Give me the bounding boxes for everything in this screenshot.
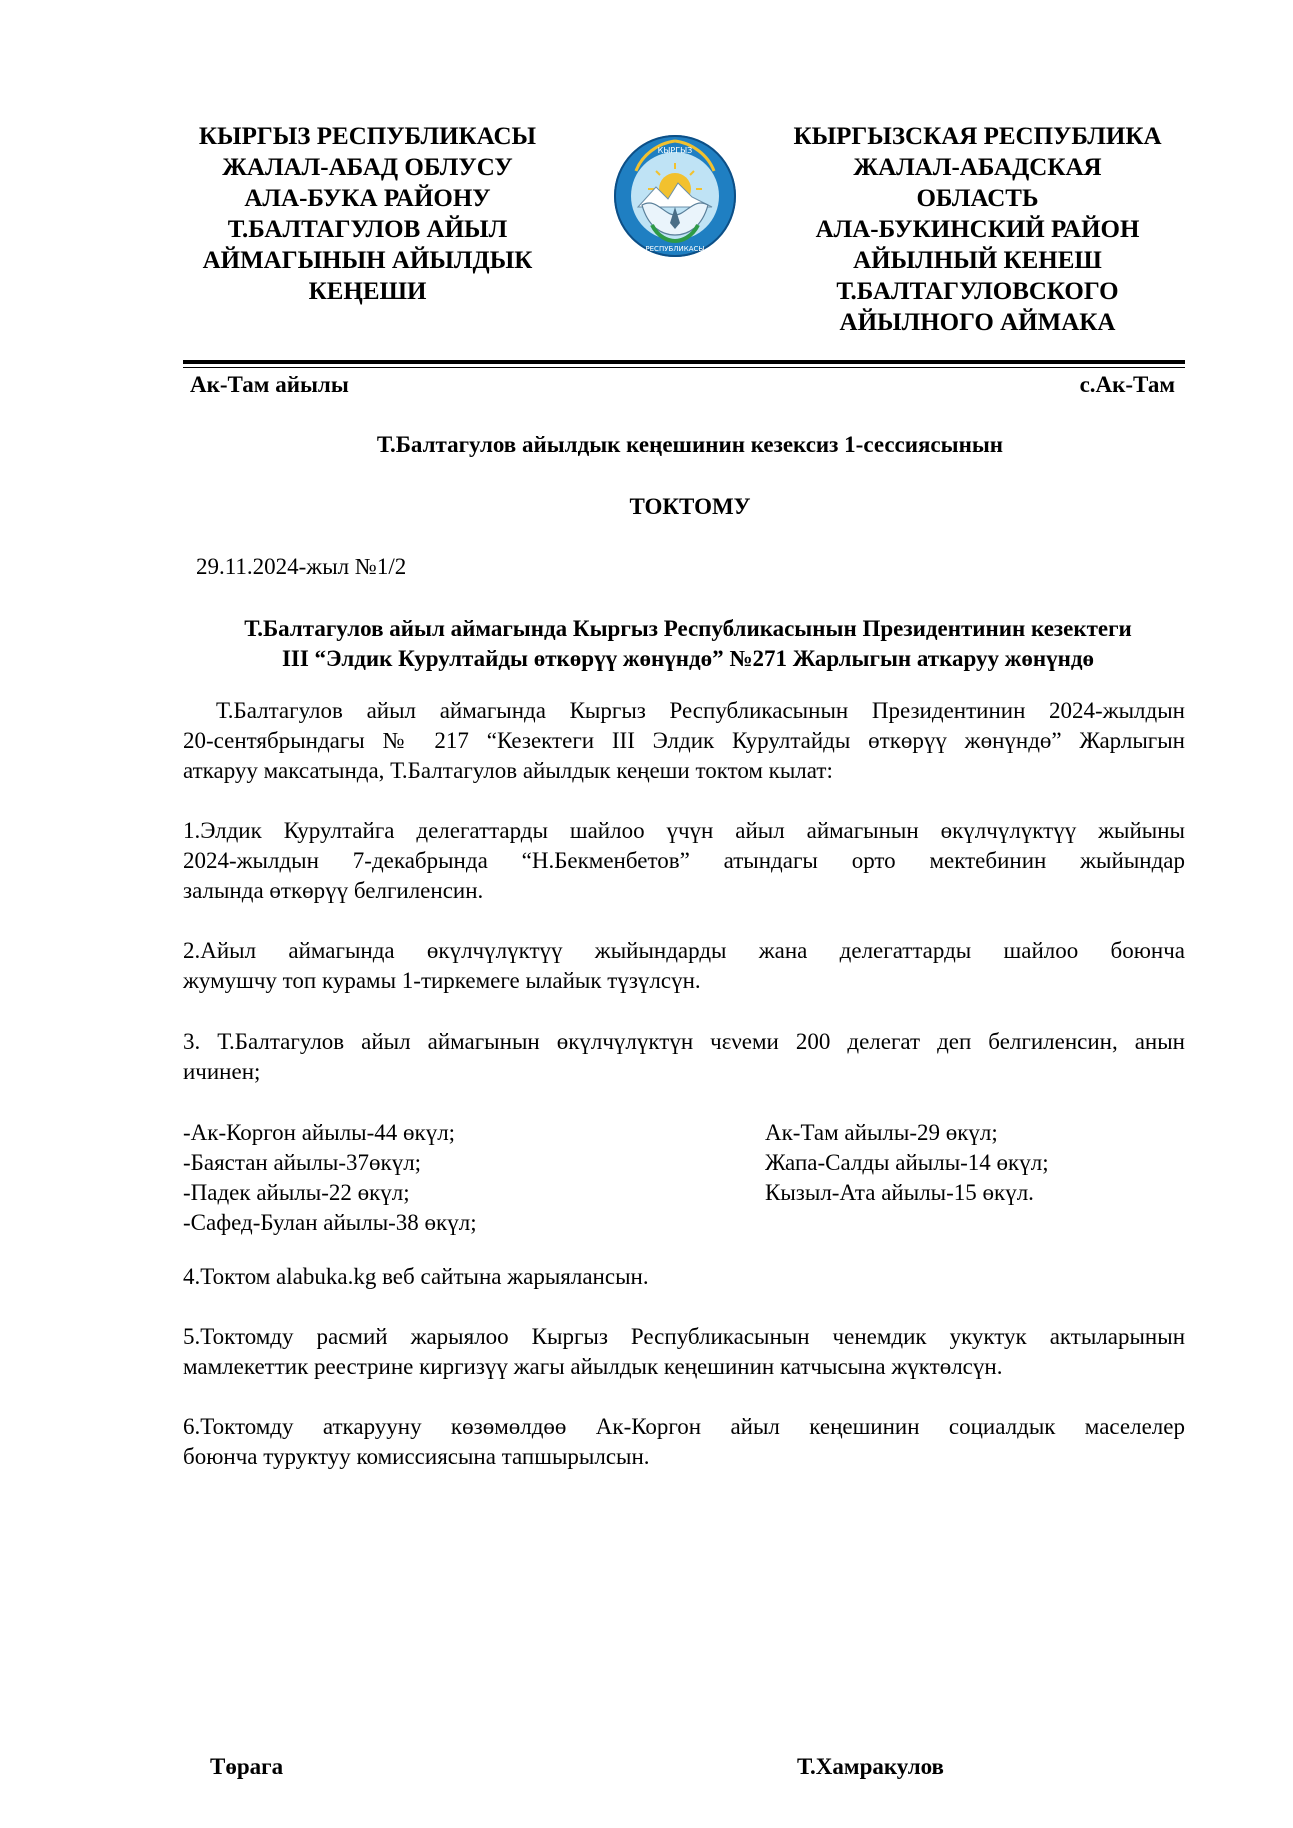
header-divider-thick xyxy=(183,360,1185,364)
item-3-paragraph xyxy=(183,1027,1185,1087)
item-5-line: мамлекеттик реестрине киргизүү жагы айылдык кеңешинин катчысына жүктөлсүн. xyxy=(183,1354,1003,1379)
resolution-title: ТОКТОМУ xyxy=(629,494,751,519)
header-left-line: КЕҢЕШИ xyxy=(308,278,427,305)
svg-text:КЫРГЫЗ: КЫРГЫЗ xyxy=(657,146,693,155)
preamble-paragraph xyxy=(183,696,1185,786)
header-left-line: ЖАЛАЛ-АБАД ОБЛУСУ xyxy=(222,154,513,181)
village-quota-list-right xyxy=(765,1118,1049,1208)
header-right-line: ЖАЛАЛ-АБАДСКАЯ xyxy=(853,154,1102,181)
item-6-line: 6.Токтомду аткарууну көзөмөлдөө Ак-Коргон айыл кеңешинин социалдык маселелер xyxy=(183,1414,1185,1439)
item-5-paragraph xyxy=(183,1322,1185,1382)
item-5-line: 5.Токтомду расмий жарыялоо Кыргыз Республикасынын ченемдик укуктук актыларынын xyxy=(183,1324,1185,1349)
header-right-line: КЫРГЫЗСКАЯ РЕСПУБЛИКА xyxy=(793,123,1162,150)
signature-title: Төрага xyxy=(210,1754,284,1779)
item-6-line: боюнча туруктуу комиссиясына тапшырылсын. xyxy=(183,1444,650,1469)
item-1-paragraph xyxy=(183,816,1185,906)
header-left-line: КЫРГЫЗ РЕСПУБЛИКАСЫ xyxy=(198,123,537,150)
village-quota-item: Ак-Там айылы-29 өкүл; xyxy=(765,1120,998,1145)
item-4-paragraph xyxy=(183,1262,1185,1292)
village-quota-item: -Баястан айылы-37өкүл; xyxy=(183,1150,422,1175)
item-1-line: 1.Элдик Курултайга делегаттарды шайлоо үчүн айыл аймагынын өкүлчүлүктүү жыйыны xyxy=(183,818,1185,843)
signature-name: Т.Хамракулов xyxy=(797,1754,944,1779)
village-quota-item: -Сафед-Булан айылы-38 өкүл; xyxy=(183,1210,477,1235)
svg-text:РЕСПУБЛИКАСЫ: РЕСПУБЛИКАСЫ xyxy=(645,245,705,253)
village-quota-list-left xyxy=(183,1118,477,1238)
preamble-line: 20-сентябрындагы № 217 “Кезектеги III Элдик Курултайды өткөрүү жөнүндө” Жарлыгын xyxy=(183,728,1185,753)
village-quota-item: -Ак-Коргон айылы-44 өкүл; xyxy=(183,1120,456,1145)
header-kyrgyz-block xyxy=(165,121,570,307)
item-2-line: 2.Айыл аймагында өкүлчүлүктүү жыйындарды жана делегаттарды шайлоо боюнча xyxy=(183,938,1185,963)
date-number: 29.11.2024-жыл №1/2 xyxy=(196,554,407,579)
village-quota-item: Жапа-Салды айылы-14 өкүл; xyxy=(765,1150,1049,1175)
item-2-line: жумушчу топ курамы 1-тиркемеге ылайык түзүлсүн. xyxy=(183,968,701,993)
item-1-line: залында өткөрүү белгиленсин. xyxy=(183,878,484,903)
header-left-line: Т.БАЛТАГУЛОВ АЙЫЛ xyxy=(227,216,508,243)
state-emblem-icon xyxy=(612,131,738,261)
header-left-line: АЛА-БУКА РАЙОНУ xyxy=(244,185,491,212)
preamble-line: Т.Балтагулов айыл аймагында Кыргыз Республикасынын Президентинин 2024-жылдын xyxy=(216,698,1185,723)
item-2-paragraph xyxy=(183,936,1185,996)
subject-line: Т.Балтагулов айыл аймагында Кыргыз Республикасынын Президентинин кезектеги xyxy=(244,616,1132,641)
header-right-line: Т.БАЛТАГУЛОВСКОГО xyxy=(836,278,1119,305)
session-line: Т.Балтагулов айылдык кеңешинин кезексиз 1-сессиясынын xyxy=(376,432,1004,457)
header-left-line: АЙМАГЫНЫН АЙЫЛДЫК xyxy=(202,247,533,274)
header-right-line: АЙЫЛНОГО АЙМАКА xyxy=(839,309,1116,336)
item-6-paragraph xyxy=(183,1412,1185,1472)
item-4-line: 4.Токтом alabuka.kg веб сайтына жарыялансын. xyxy=(183,1264,649,1289)
header-right-line: АЛА-БУКИНСКИЙ РАЙОН xyxy=(815,216,1140,243)
item-3-line: 3. Т.Балтагулов айыл аймагынын өкүлчүлүктүн чενеми 200 делегат деп белгиленсин, анын xyxy=(183,1029,1185,1054)
header-right-line: ОБЛАСТЬ xyxy=(916,185,1039,212)
header-russian-block xyxy=(770,121,1185,338)
place-russian: с.Ак-Там xyxy=(1079,372,1175,397)
preamble-line: аткаруу максатында, Т.Балтагулов айылдык кеңеши токтом кылат: xyxy=(183,758,833,783)
village-quota-item: -Падек айылы-22 өкүл; xyxy=(183,1180,410,1205)
item-1-line: 2024-жылдын 7-декабрында “Н.Бекменбетов” атындагы орто мектебинин жыйындар xyxy=(183,848,1185,873)
resolution-subject xyxy=(183,614,1193,674)
place-kyrgyz: Ак-Там айылы xyxy=(190,372,349,397)
item-3-line: ичинен; xyxy=(183,1059,261,1084)
header-divider-thin xyxy=(183,367,1185,368)
village-quota-item: Кызыл-Ата айылы-15 өкүл. xyxy=(765,1180,1034,1205)
subject-line: III “Элдик Курултайды өткөрүү жөнүндө” №271 Жарлыгын аткаруу жөнүндө xyxy=(281,646,1095,671)
header-right-line: АЙЫЛНЫЙ КЕНЕШ xyxy=(853,247,1102,274)
